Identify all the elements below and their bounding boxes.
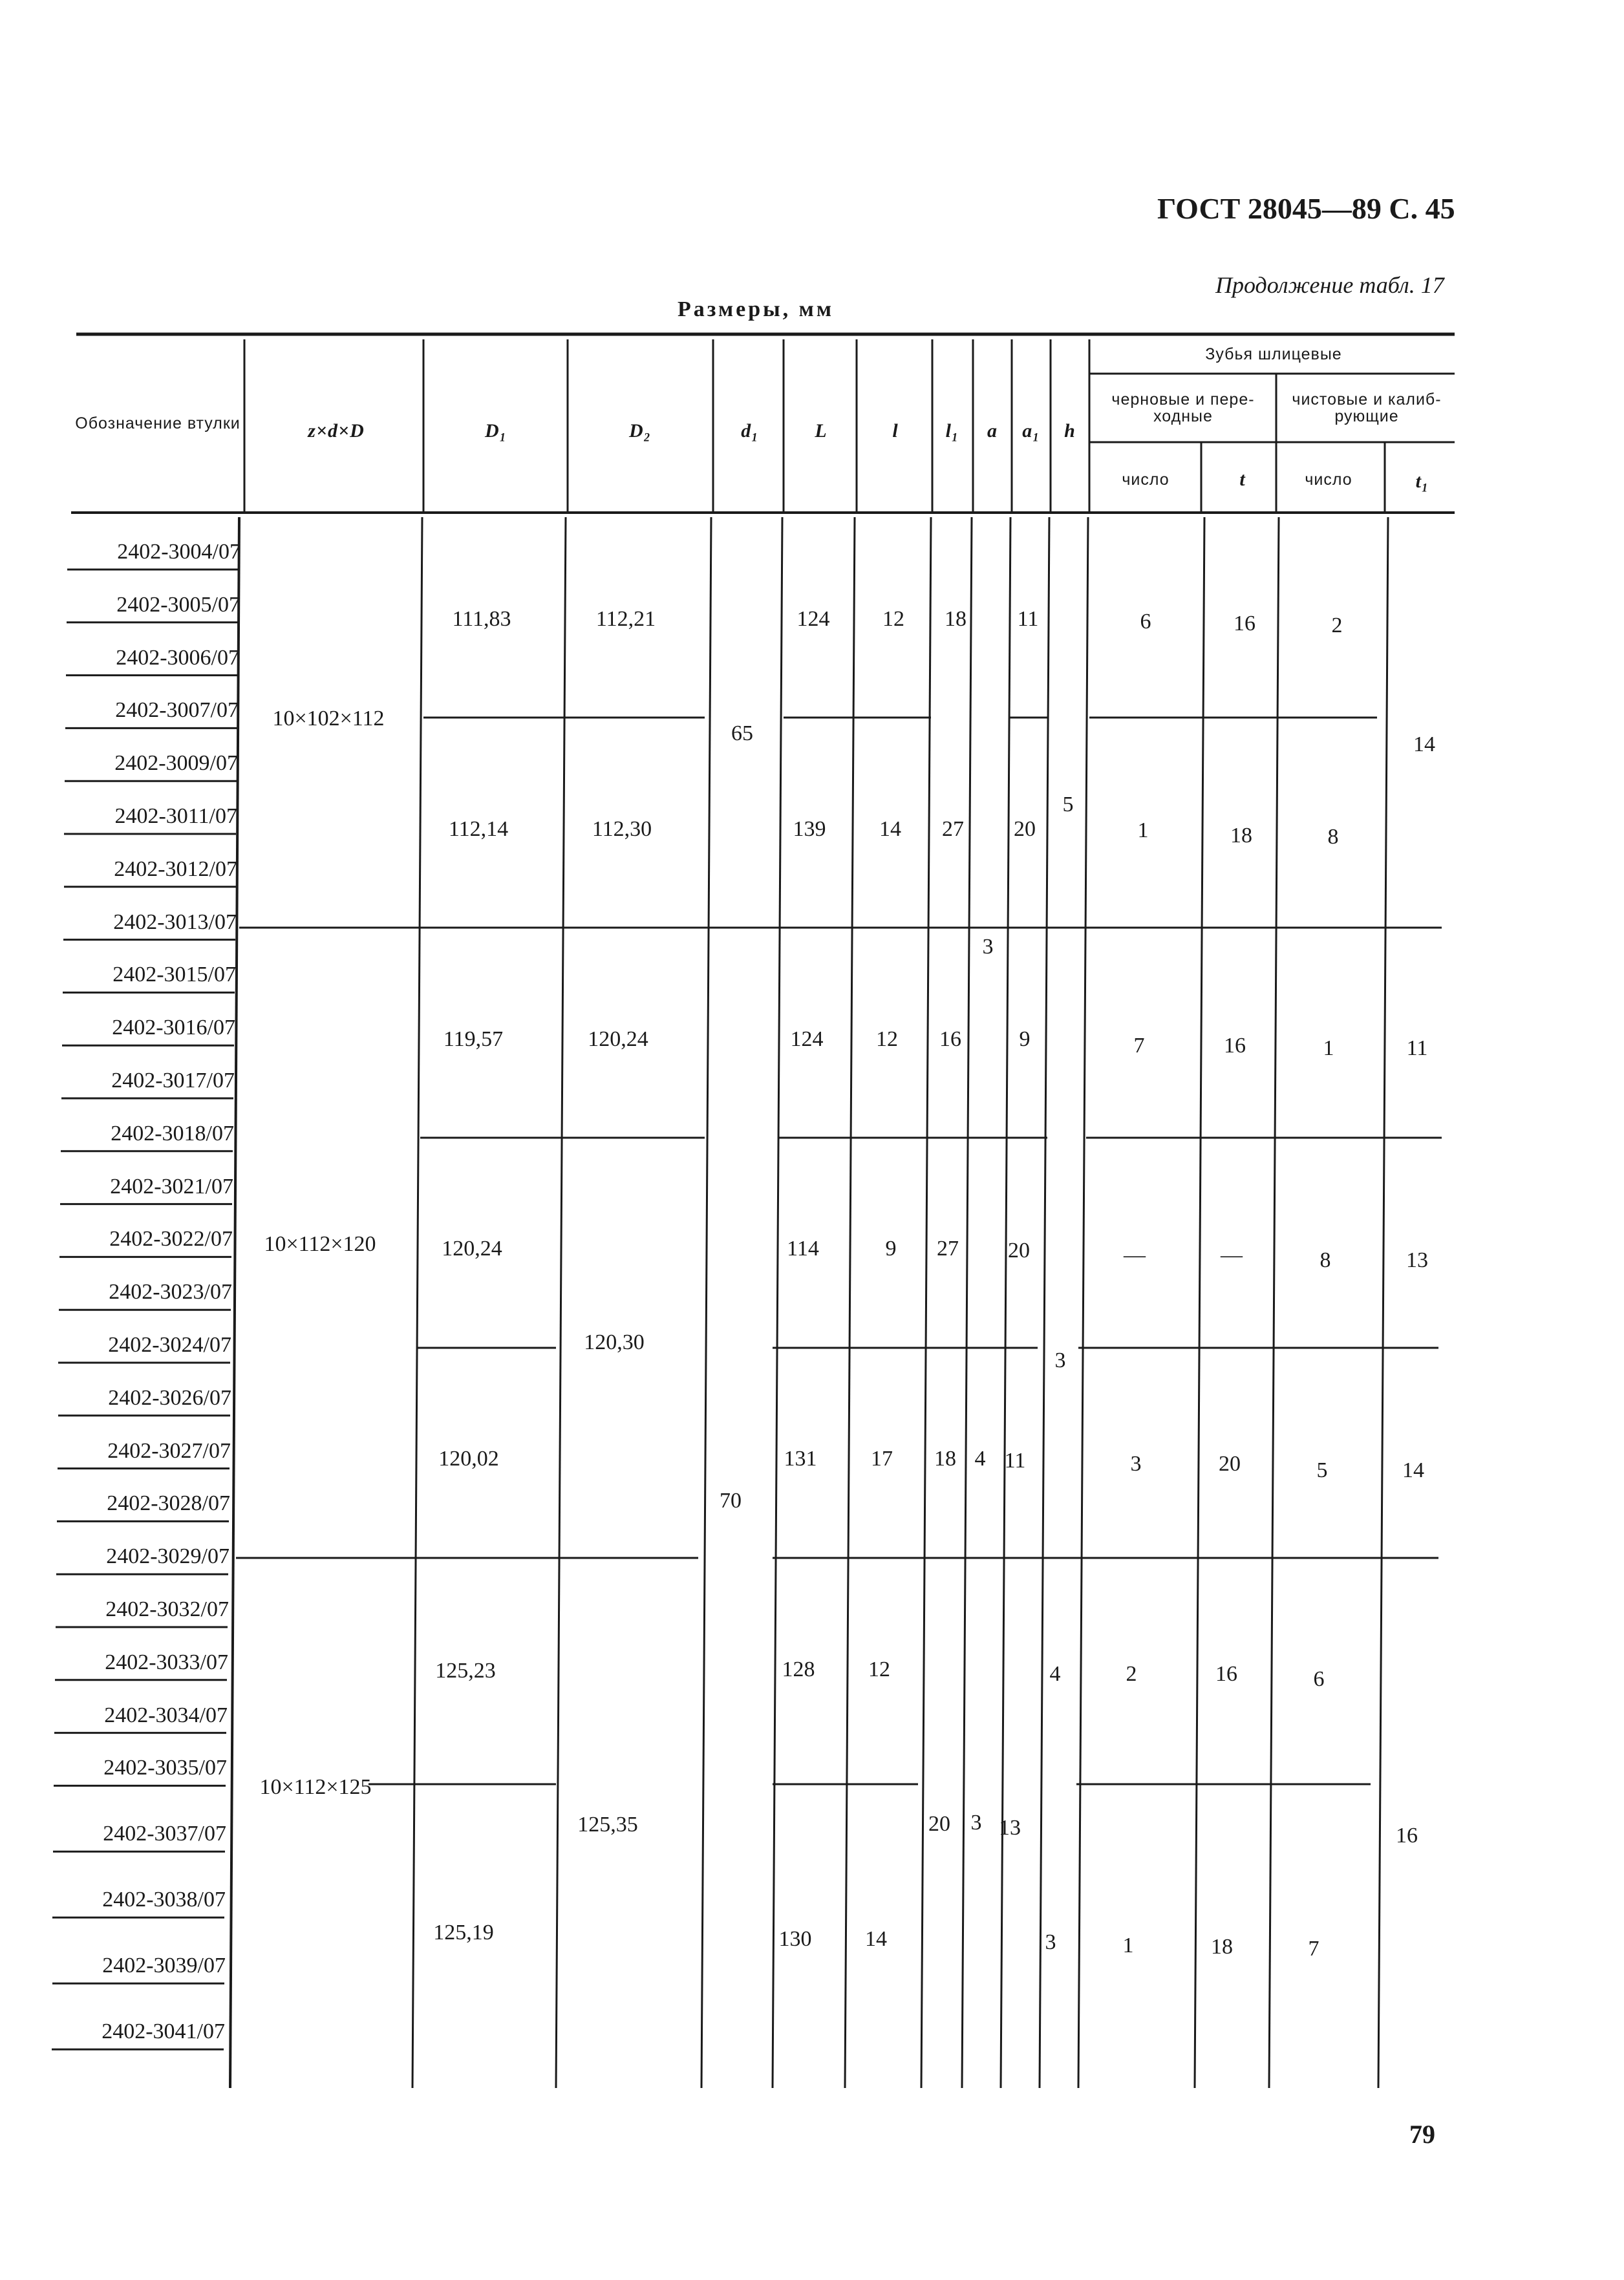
t1-4: 14 (1402, 1458, 1424, 1482)
header-l1: l₁ (945, 420, 959, 442)
header-l: l (892, 420, 899, 442)
a1-3: 9 (1019, 1027, 1031, 1051)
designation-code: 2402-3004/07 (117, 540, 240, 564)
l1-5: 18 (934, 1447, 956, 1471)
a1-1: 11 (1017, 607, 1039, 631)
t1-3: 13 (1406, 1248, 1428, 1272)
D1-2: 112,14 (448, 817, 509, 841)
t-1: 16 (1234, 612, 1255, 635)
D2-3: 120,24 (588, 1027, 648, 1051)
L-6: 128 (782, 1657, 815, 1681)
D1-1: 111,83 (452, 607, 511, 631)
designation-code: 2402-3013/07 (113, 910, 237, 934)
l-4: 9 (885, 1237, 897, 1261)
zdD-group-1: 10×102×112 (272, 707, 385, 730)
D2-1: 112,21 (595, 607, 656, 631)
l-2: 14 (879, 817, 901, 841)
header-h: h (1064, 420, 1076, 442)
count-finish-6: 6 (1313, 1667, 1325, 1691)
a-2: 4 (974, 1447, 986, 1471)
header-rough: черновые и пере- ходные (1111, 390, 1255, 425)
designation-code: 2402-3015/07 (112, 963, 236, 987)
header-a1: a₁ (1022, 420, 1040, 442)
header-D2: D₂ (628, 420, 652, 442)
designation-code: 2402-3017/07 (111, 1069, 235, 1092)
t1-2: 11 (1406, 1036, 1428, 1060)
zdD-group-2: 10×112×120 (264, 1232, 376, 1256)
l-5: 17 (871, 1447, 893, 1471)
D2-4: 120,30 (584, 1330, 645, 1354)
designation-code: 2402-3035/07 (103, 1756, 227, 1780)
L-3: 124 (790, 1027, 824, 1051)
designation-code: 2402-3022/07 (109, 1227, 233, 1252)
l1-2: 27 (942, 817, 964, 841)
page-header: ГОСТ 28045—89 С. 45 (1157, 192, 1455, 225)
count-rough-2: 1 (1137, 818, 1149, 842)
L-7: 130 (778, 1927, 812, 1951)
D1-6: 125,23 (435, 1659, 496, 1683)
h-1: 5 (1062, 793, 1074, 816)
a1-2: 20 (1014, 817, 1036, 841)
header-count-rough: число (1122, 471, 1170, 489)
L-4: 114 (787, 1237, 819, 1261)
designation-code: 2402-3005/07 (116, 592, 240, 617)
designation-code: 2402-3034/07 (104, 1703, 228, 1727)
t-6: 16 (1215, 1662, 1237, 1686)
header-zdD: z×d×D (308, 420, 365, 442)
designation-code: 2402-3027/07 (107, 1438, 231, 1463)
count-rough-6: 2 (1126, 1662, 1137, 1686)
t1-5: 16 (1396, 1824, 1418, 1848)
count-rough-3: 7 (1133, 1034, 1145, 1058)
header-d1: d₁ (741, 420, 759, 442)
t1-1: 14 (1413, 732, 1435, 756)
a-3: 3 (970, 1811, 982, 1835)
zdD-group-3: 10×112×125 (259, 1775, 372, 1799)
h-3: 4 (1049, 1662, 1061, 1686)
header-D1: D₁ (484, 420, 508, 442)
designation-code: 2402-3016/07 (112, 1016, 235, 1040)
t-7: 18 (1211, 1935, 1233, 1959)
l-1: 12 (882, 607, 904, 631)
designation-code: 2402-3006/07 (116, 645, 239, 670)
a1-5: 11 (1004, 1449, 1026, 1473)
D1-7: 125,19 (433, 1921, 494, 1944)
designation-code: 2402-3009/07 (114, 751, 238, 776)
a1-6: 13 (999, 1816, 1021, 1840)
designation-code: 2402-3023/07 (109, 1280, 232, 1305)
L-5: 131 (784, 1447, 817, 1471)
designation-code: 2402-3007/07 (115, 698, 239, 723)
count-finish-2: 8 (1327, 825, 1339, 849)
designation-code: 2402-3041/07 (102, 2019, 225, 2044)
designation-code: 2402-3038/07 (102, 1888, 226, 1912)
table-caption: Размеры, мм (678, 297, 834, 321)
designation-code: 2402-3032/07 (105, 1597, 229, 1621)
L-2: 139 (793, 817, 826, 841)
a1-4: 20 (1008, 1239, 1030, 1263)
l1-3: 16 (939, 1027, 961, 1051)
table-continuation-note: Продолжение табл. 17 (1215, 272, 1444, 298)
designation-code: 2402-3011/07 (114, 804, 237, 828)
count-finish-4: 8 (1320, 1248, 1331, 1272)
designation-code: 2402-3028/07 (107, 1491, 230, 1516)
designation-code: 2402-3018/07 (111, 1121, 234, 1145)
d1-2: 70 (720, 1489, 742, 1513)
t-2: 18 (1230, 824, 1252, 847)
l1-6: 20 (928, 1812, 950, 1836)
header-teeth: Зубья шлицевые (1205, 345, 1342, 363)
count-finish-1: 2 (1331, 613, 1343, 637)
designation-code: 2402-3039/07 (102, 1954, 226, 1978)
designation-code: 2402-3026/07 (108, 1385, 231, 1410)
header-count-finish: число (1305, 471, 1352, 489)
l-7: 14 (865, 1927, 887, 1951)
header-finish: чистовые и калиб- рующие (1292, 390, 1442, 425)
D1-5: 120,02 (438, 1447, 499, 1471)
l-6: 12 (868, 1657, 890, 1681)
page-number: 79 (1409, 2120, 1435, 2149)
designation-code: 2402-3012/07 (114, 857, 237, 881)
D2-5: 125,35 (577, 1813, 638, 1837)
designation-code: 2402-3037/07 (103, 1822, 226, 1846)
h-4: 3 (1045, 1930, 1056, 1954)
designation-code: 2402-3029/07 (106, 1544, 230, 1569)
header-designation: Обозначение втулки (75, 414, 240, 432)
d1-1: 65 (731, 721, 753, 745)
header-t1: t₁ (1415, 471, 1429, 492)
header-a: a (987, 420, 998, 442)
a-1: 3 (982, 935, 994, 959)
t-5: 20 (1219, 1452, 1241, 1476)
l1-1: 18 (945, 607, 967, 631)
count-finish-7: 7 (1308, 1937, 1320, 1961)
header-t: t (1239, 469, 1246, 490)
D1-3: 119,57 (443, 1027, 504, 1051)
D2-2: 112,30 (592, 817, 652, 841)
count-rough-4: — (1124, 1243, 1146, 1267)
designation-code: 2402-3033/07 (105, 1650, 228, 1674)
designation-code: 2402-3024/07 (108, 1333, 231, 1357)
designation-code: 2402-3021/07 (110, 1174, 233, 1199)
h-2: 3 (1054, 1348, 1066, 1372)
header-L: L (815, 420, 828, 442)
D1-4: 120,24 (442, 1237, 502, 1261)
count-rough-1: 6 (1140, 610, 1151, 634)
t-3: 16 (1224, 1034, 1246, 1058)
l-3: 12 (876, 1027, 898, 1051)
count-finish-3: 1 (1323, 1036, 1334, 1060)
count-finish-5: 5 (1316, 1458, 1328, 1482)
l1-4: 27 (937, 1237, 959, 1261)
L-1: 124 (796, 607, 830, 631)
t-4: — (1221, 1243, 1243, 1267)
count-rough-5: 3 (1130, 1452, 1142, 1476)
count-rough-7: 1 (1122, 1934, 1134, 1957)
